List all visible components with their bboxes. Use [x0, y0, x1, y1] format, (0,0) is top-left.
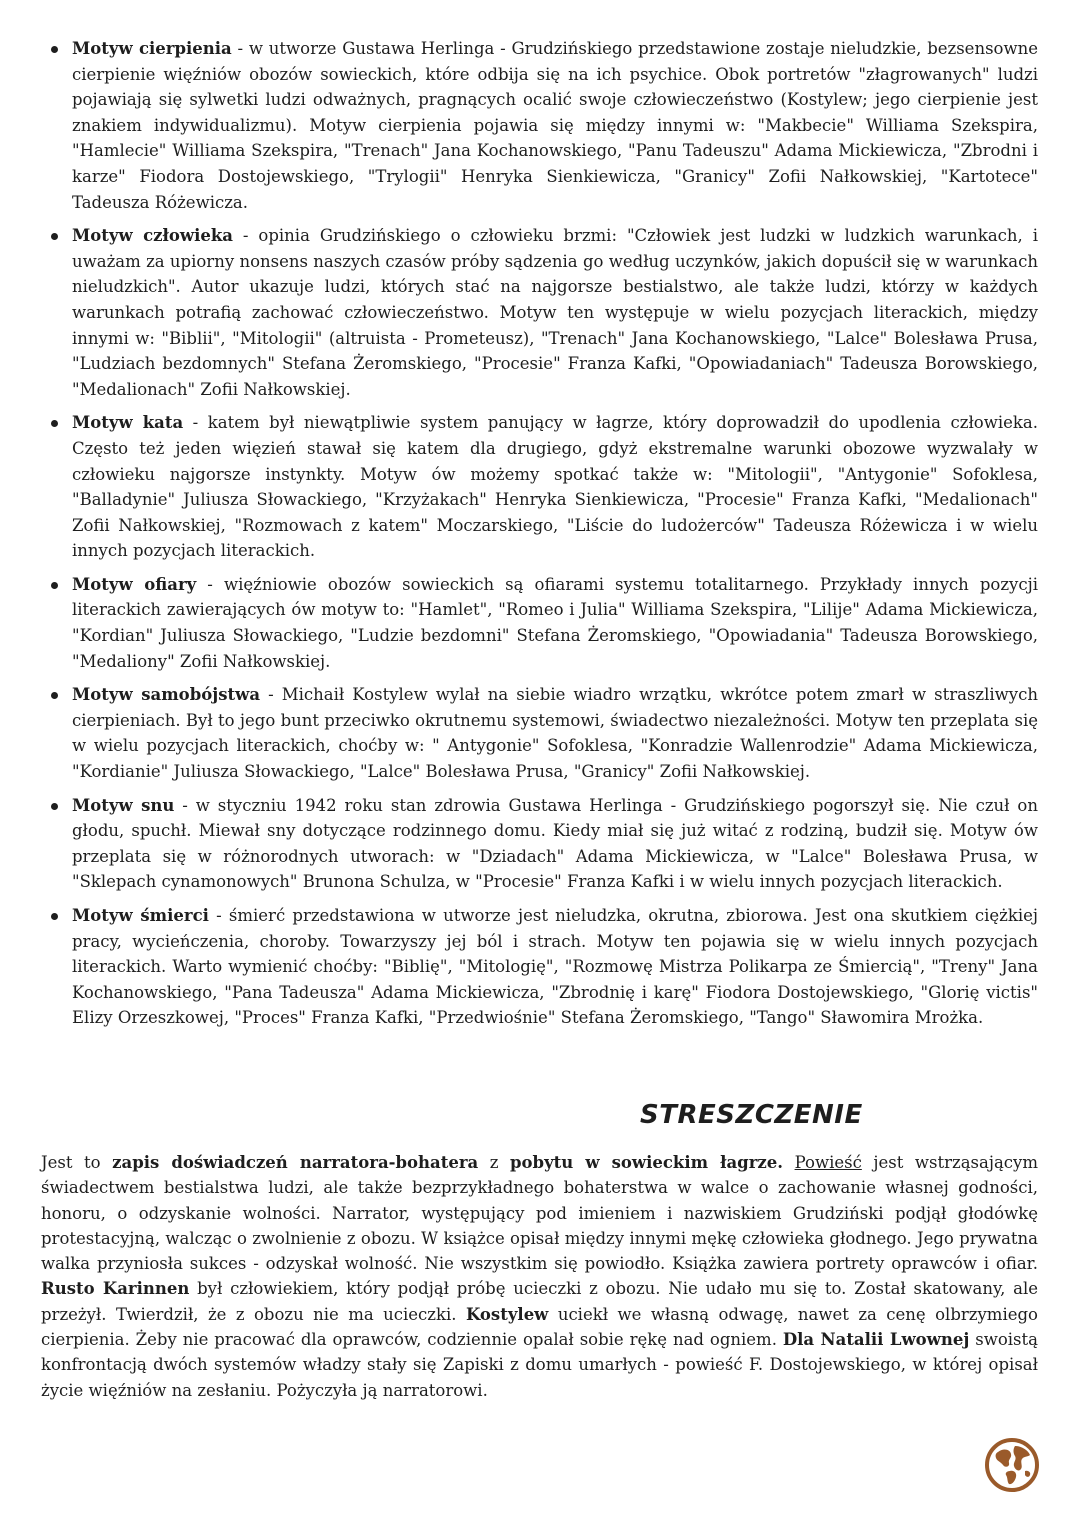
summary-bold: Kostylew	[465, 1304, 549, 1324]
list-item-kat	[72, 410, 1038, 564]
motif-text: - więźniowie obozów sowieckich są ofiarami systemu totalitarnego. Przykłady innych pozycji literackich zawierających ów motyw to: "Hamlet", "Romeo i Julia" Williama Szekspira, "Lilije" Adama Mickiewicza, "Kordian" Juliusza Słowackiego, "Ludzie bezdomni" Stefana Żeromskiego, "Opowiadania" Tadeusza Borowskiego, "Medaliony" Zofii Nałkowskiej.	[72, 574, 1038, 671]
motif-list	[72, 36, 1038, 1039]
list-item-cierpienie	[72, 36, 1038, 215]
motif-text: - w utworze Gustawa Herlinga - Grudzińskiego przedstawione zostaje nieludzkie, bezsensowne cierpienie więźniów obozów sowieckich, które odbija się na ich psychice. Obok portretów "złagrowanych" ludzi pojawiają się sylwetki ludzi odważnych, pragnących ocalić swoje człowieczeństwo (Kostylew; jego cierpienie jest znakiem indywidualizmu). Motyw cierpienia pojawia się między innymi w: "Makbecie" Williama Szekspira, "Hamlecie" Williama Szekspira, "Trenach" Jana Kochanowskiego, "Panu Tadeuszu" Adama Mickiewicza, "Zbrodni i karze" Fiodora Dostojewskiego, "Trylogii" Henryka Sienkiewicza, "Granicy" Zofii Nałkowskiej, "Kartotece" Tadeusza Różewicza.	[72, 39, 1038, 212]
list-item-czlowiek	[72, 223, 1038, 402]
list-item-samobojstwo	[72, 682, 1038, 784]
summary-bold: Dla Natalii Lwownej	[782, 1330, 970, 1350]
motif-text: - katem był niewątpliwie system panujący w łagrze, który doprowadził do upodlenia człowieka. Często też jeden więzień stawał się katem dla drugiego, gdyż ekstremalne warunki obozowe wyzwalały w człowieku najgorsze instynkty. Motyw ów możemy spotkać także w: "Mitologii", "Antygonie" Sofoklesa, "Balladynie" Juliusza Słowackiego, "Krzyżakach" Henryka Sienkiewicza, "Procesie" Franza Kafki, "Medalionach" Zofii Nałkowskiej, "Rozmowach z katem" Moczarskiego, "Liście do ludożerców" Tadeusza Różewicza i w wielu innych pozycjach literackich.	[72, 413, 1038, 561]
summary-paragraph	[41, 1150, 1038, 1403]
list-item-ofiara	[72, 572, 1038, 674]
motif-title: Motyw cierpienia	[72, 39, 232, 58]
motif-text: - śmierć przedstawiona w utworze jest nieludzka, okrutna, zbiorowa. Jest ona skutkiem ciężkiej pracy, wycieńczenia, choroby. Towarzyszy jej ból i strach. Motyw ten pojawia się w wielu innych pozycjach literackich. Warto wymienić choćby: "Biblię", "Mitologię", "Rozmowę Mistrza Polikarpa ze Śmiercią", "Treny" Jana Kochanowskiego, "Pana Tadeusza" Adama Mickiewicza, "Zbrodnię i karę" Fiodora Dostojewskiego, "Glorię victis" Elizy Orzeszkowej, "Proces" Franza Kafki, "Przedwiośnie" Stefana Żeromskiego, "Tango" Sławomira Mrożka.	[72, 906, 1038, 1028]
summary-text: uciekł we własną odwagę, nawet za cenę olbrzymiego cierpienia. Żeby nie pracować dla oprawców, codziennie opalał sobie rękę nad ogniem.	[41, 1304, 1038, 1350]
motif-title: Motyw samobójstwa	[72, 685, 261, 705]
summary-text: z	[478, 1153, 511, 1172]
summary-text: jest wstrząsającym świadectwem bestialstwa ludzi, ale także bezprzykładnego bohaterstwa w walce o zachowanie własnej godności, honoru, o odzyskanie wolności. Narrator, występujący pod imieniem i nazwiskiem Grudziński podjął głodówkę protestacyjną, walcząc o zwolnienie z obozu. W książce opisał między innymi mękę człowieka głodnego. Jego prywatna walka przyniosła sukces - odzyskał wolność. Nie wszystkim się powiodło. Książka zawiera portrety oprawców i ofiar.	[41, 1153, 1039, 1274]
list-item-sen	[72, 793, 1038, 895]
summary-bold: pobytu w sowieckim łagrze.	[510, 1153, 784, 1172]
motif-title: Motyw snu	[72, 795, 175, 815]
powiesc-link[interactable]: Powieść	[794, 1153, 862, 1172]
motif-title: Motyw kata	[72, 413, 184, 433]
summary-text: Jest to	[41, 1153, 113, 1172]
motif-text: - opinia Grudzińskiego o człowieku brzmi: "Człowiek jest ludzki w ludzkich warunkach, i uważam za upiorny nonsens naszych czasów próby sądzenia go według uczynków, jakich dopuścił się w warunkach nieludzkich". Autor ukazuje ludzi, których stać na najgorsze bestialstwo, ale także ludzi, którzy w każdych warunkach potrafią zachować człowieczeństwo. Motyw ten występuje w wielu pozycjach literackich, między innymi w: "Biblii", "Mitologii" (altruista - Prometeusz), "Trenach" Jana Kochanowskiego, "Lalce" Bolesława Prusa, "Ludziach bezdomnych" Stefana Żeromskiego, "Procesie" Franza Kafki, "Opowiadaniach" Tadeusza Borowskiego, "Medalionach" Zofii Nałkowskiej.	[72, 226, 1038, 399]
motif-title: Motyw śmierci	[72, 906, 209, 925]
motif-title: Motyw człowieka	[72, 226, 233, 246]
motif-text: - w styczniu 1942 roku stan zdrowia Gustawa Herlinga - Grudzińskiego pogorszył się. Nie czuł on głodu, spuchł. Miewał sny dotyczące rodzinnego domu. Kiedy miał się już witać z rodziną, budził się. Motyw ów przeplata się w różnorodnych utworach: w "Dziadach" Adama Mickiewicza, w "Lalce" Bolesława Prusa, w "Sklepach cynamonowych" Brunona Schulza, w "Procesie" Franza Kafki i w wielu innych pozycjach literackich.	[72, 795, 1038, 892]
summary-bold: Rusto Karinnen	[41, 1279, 190, 1299]
summary-text: swoistą konfrontacją dwóch systemów władzy stały się Zapiski z domu umarłych - powieść F. Dostojewskiego, w której opisał życie więźniów na zesłaniu. Pożyczyła ją narratorowi.	[41, 1330, 1038, 1400]
list-item-smierc	[72, 903, 1038, 1031]
motif-title: Motyw ofiary	[72, 574, 197, 594]
summary-text: był człowiekiem, który podjął próbę ucieczki z obozu. Nie udało mu się to. Został skatowany, ale przeżył. Twierdził, że z obozu nie ma ucieczki.	[41, 1279, 1038, 1324]
motif-text: - Michaił Kostylew wylał na siebie wiadro wrzątku, wkrótce potem zmarł w straszliwych cierpieniach. Był to jego bunt przeciwko okrutnemu systemowi, świadectwo niezależności. Motyw ten przeplata się w wielu pozycjach literackich, choćby w: " Antygonie" Sofoklesa, "Konradzie Wallenrodzie" Adama Mickiewicza, "Kordianie" Juliusza Słowackiego, "Lalce" Bolesława Prusa, "Granicy" Zofii Nałkowskiej.	[72, 685, 1038, 782]
summary-text	[783, 1153, 795, 1172]
section-heading-streszczenie: STRESZCZENIE	[640, 1100, 863, 1130]
globe-icon	[984, 1437, 1040, 1493]
summary-bold: zapis doświadczeń narratora-bohatera	[112, 1153, 479, 1172]
